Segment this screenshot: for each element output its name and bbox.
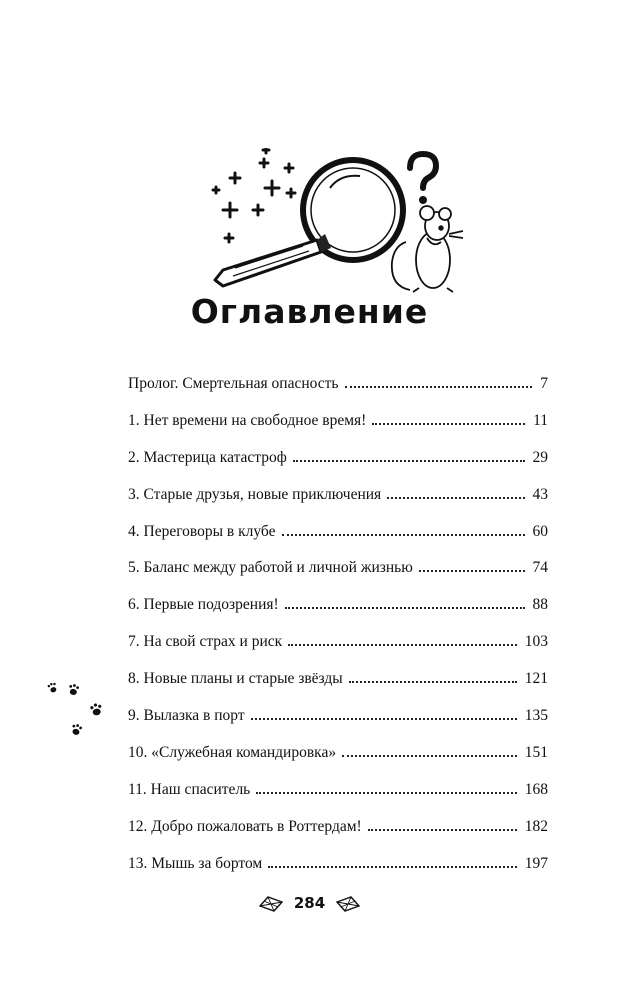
toc-entry-title: 4. Переговоры в клубе — [128, 522, 276, 540]
question-mark-icon — [410, 154, 436, 204]
dot-leader — [282, 520, 525, 536]
dot-leader — [387, 483, 524, 499]
toc-entry-page: 135 — [524, 707, 548, 725]
toc-entry-page: 43 — [532, 485, 548, 503]
toc-entry-title: 1. Нет времени на свободное время! — [128, 411, 367, 429]
toc-entry-title: 7. На свой страх и риск — [128, 633, 283, 651]
magnifying-glass-mouse-illustration — [205, 148, 470, 298]
dot-leader — [342, 741, 517, 757]
magnifying-glass-icon — [215, 160, 403, 286]
sparkle-icons — [213, 148, 295, 242]
toc-entry-title: 5. Баланс между работой и личной жизнью — [128, 559, 413, 577]
dot-leader — [285, 593, 525, 609]
dot-leader — [288, 630, 517, 646]
table-of-contents — [128, 372, 548, 888]
toc-entry-page: 151 — [524, 743, 548, 761]
toc-entry[interactable] — [128, 372, 548, 409]
toc-entry-page: 168 — [524, 780, 548, 798]
dot-leader — [268, 852, 517, 868]
toc-entry[interactable] — [128, 483, 548, 520]
toc-entry[interactable] — [128, 704, 548, 741]
toc-entry[interactable] — [128, 667, 548, 704]
toc-entry[interactable] — [128, 778, 548, 815]
dot-leader — [293, 446, 525, 462]
toc-entry-page: 60 — [532, 522, 548, 540]
paw-prints-icon — [44, 680, 114, 740]
dot-leader — [345, 372, 533, 388]
toc-entry-title: Пролог. Смертельная опасность — [128, 375, 339, 392]
toc-entry-title: 3. Старые друзья, новые приключения — [128, 485, 382, 503]
toc-entry-title: 2. Мастерица катастроф — [128, 448, 287, 466]
toc-entry-page: 11 — [533, 411, 548, 429]
toc-entry-page: 88 — [532, 596, 548, 614]
dot-leader — [251, 704, 517, 720]
toc-entry-page: 29 — [532, 448, 548, 466]
diamond-ornament-icon — [335, 894, 361, 912]
dot-leader — [256, 778, 517, 794]
toc-entry[interactable] — [128, 446, 548, 483]
toc-entry-title: 10. «Служебная командировка» — [128, 743, 337, 761]
page-number: 284 — [293, 894, 326, 912]
toc-entry[interactable] — [128, 630, 548, 667]
toc-entry[interactable] — [128, 852, 548, 889]
toc-entry-title: 8. Новые планы и старые звёзды — [128, 670, 343, 688]
toc-entry-title: 13. Мышь за бортом — [128, 854, 263, 872]
toc-entry[interactable] — [128, 741, 548, 778]
diamond-ornament-icon — [258, 894, 284, 912]
toc-entry-title: 6. Первые подозрения! — [128, 596, 279, 614]
dot-leader — [349, 667, 517, 683]
page-footer — [0, 888, 619, 918]
toc-entry-page: 74 — [532, 559, 548, 577]
toc-entry-page: 121 — [524, 670, 548, 688]
toc-entry[interactable] — [128, 409, 548, 446]
toc-entry-page: 182 — [524, 817, 548, 835]
toc-entry[interactable] — [128, 520, 548, 557]
toc-entry-title: 12. Добро пожаловать в Роттердам! — [128, 817, 362, 835]
toc-entry-page: 103 — [524, 633, 548, 651]
dot-leader — [372, 409, 525, 425]
toc-entry[interactable] — [128, 556, 548, 593]
toc-entry-title: 11. Наш спаситель — [128, 780, 251, 798]
dot-leader — [368, 815, 517, 831]
toc-entry[interactable] — [128, 815, 548, 852]
toc-entry-title: 9. Вылазка в порт — [128, 707, 245, 725]
page-title: Оглавление — [190, 292, 429, 331]
toc-entry[interactable] — [128, 593, 548, 630]
toc-entry-page: 197 — [524, 854, 548, 872]
toc-entry-page: 7 — [540, 375, 548, 392]
dot-leader — [419, 556, 525, 572]
